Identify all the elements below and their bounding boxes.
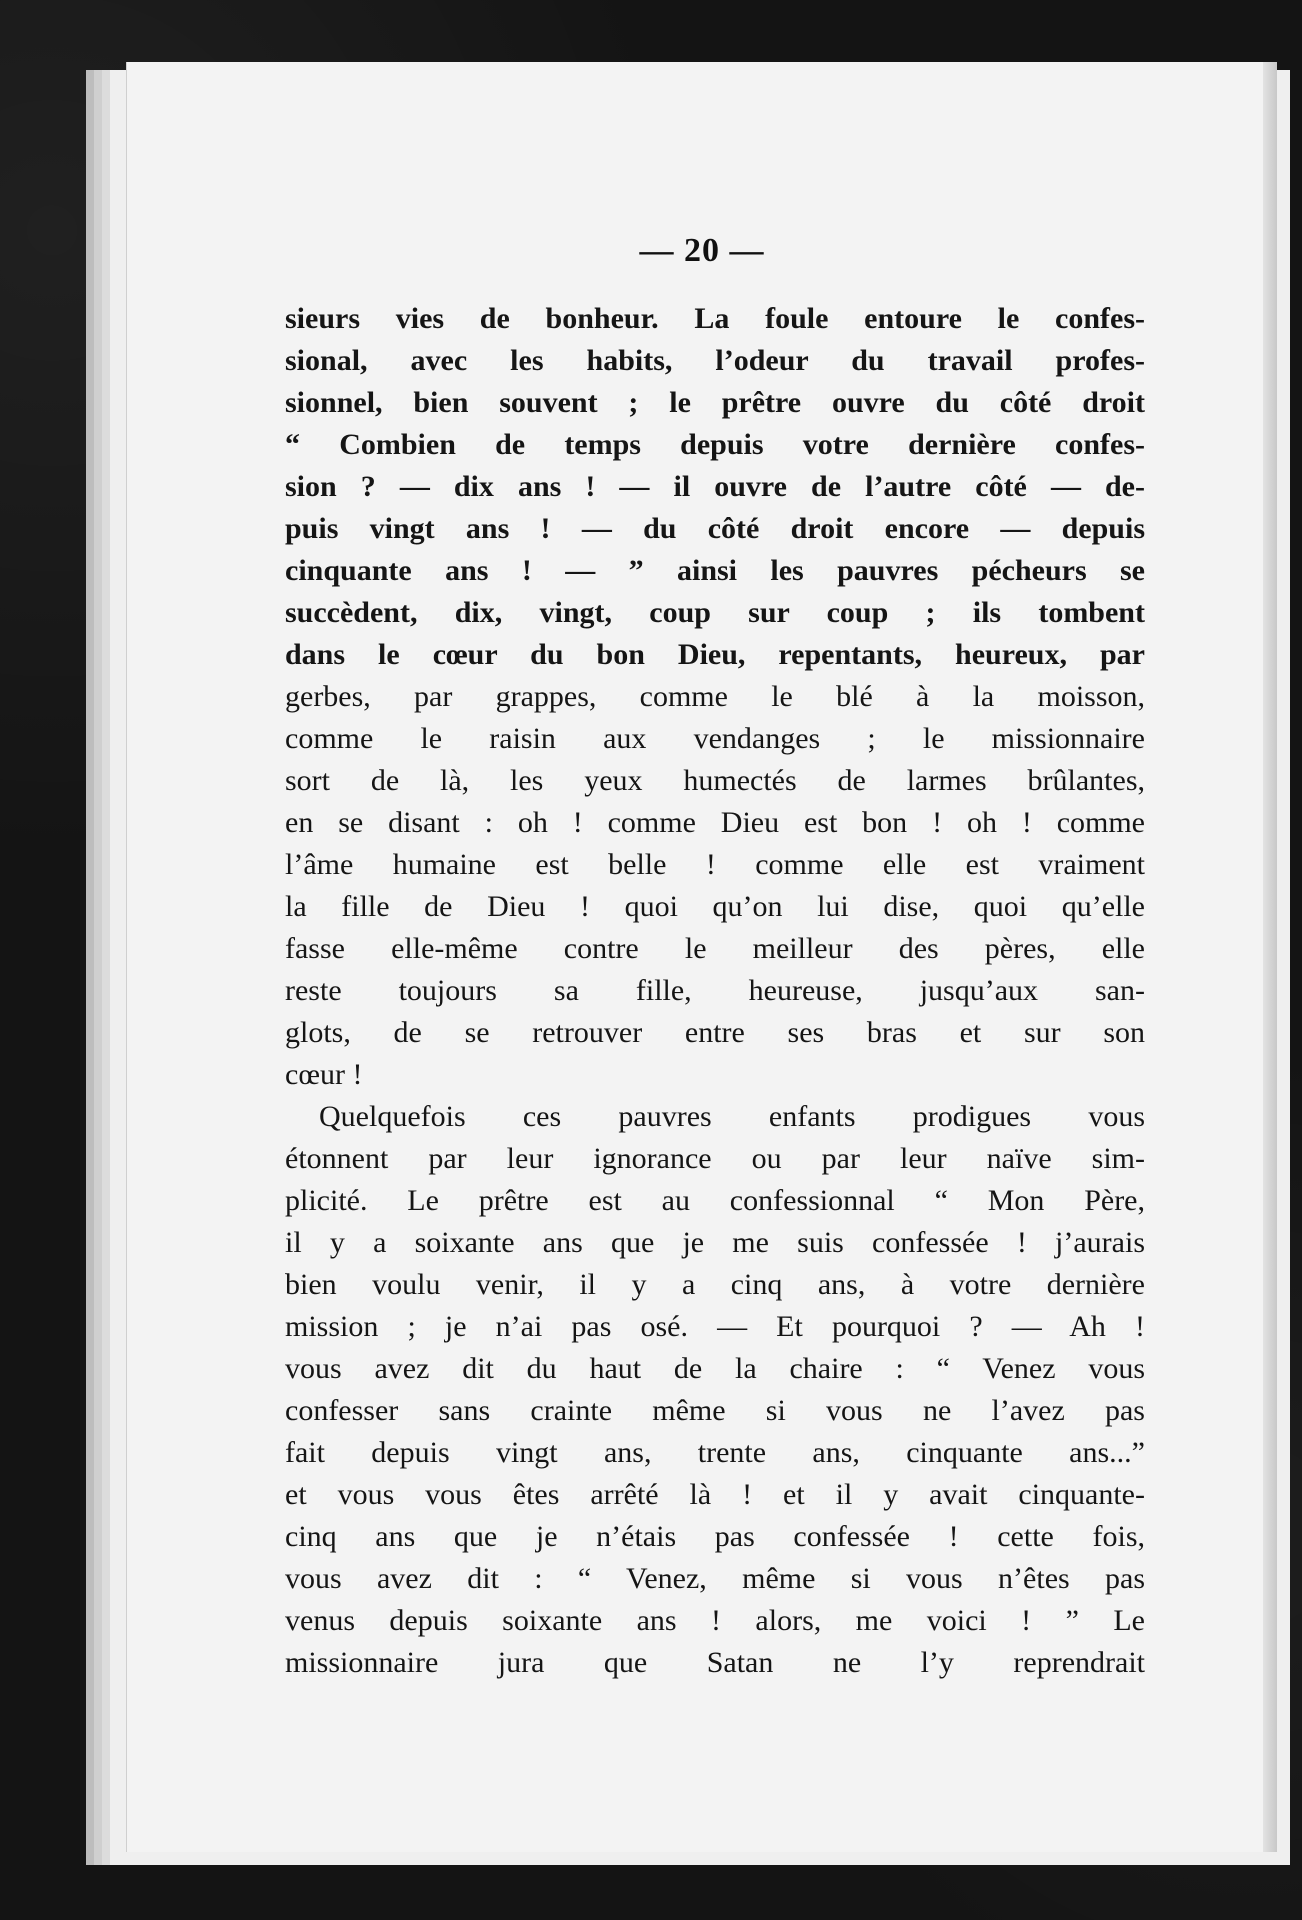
text-line: sion ? — dix ans ! — il ouvre de l’autre côté — de- xyxy=(285,470,1145,503)
text-line: puis vingt ans ! — du côté droit encore — depuis xyxy=(285,512,1145,545)
text-line: cinq ans que je n’étais pas confessée ! cette fois, xyxy=(285,1520,1145,1553)
text-line: bien voulu venir, il y a cinq ans, à votre dernière xyxy=(285,1268,1145,1301)
text-line: il y a soixante ans que je me suis confessée ! j’aurais xyxy=(285,1226,1145,1259)
text-line: vous avez dit du haut de la chaire : “ Venez vous xyxy=(285,1352,1145,1385)
text-line: sieurs vies de bonheur. La foule entoure le confes- xyxy=(285,302,1145,335)
text-line: comme le raisin aux vendanges ; le missionnaire xyxy=(285,722,1145,755)
text-line: cinquante ans ! — ” ainsi les pauvres pécheurs se xyxy=(285,554,1145,587)
page-text xyxy=(285,298,1145,1684)
text-line: confesser sans crainte même si vous ne l’avez pas xyxy=(285,1394,1145,1427)
page-right-edge xyxy=(1263,62,1277,1852)
text-line: l’âme humaine est belle ! comme elle est vraiment xyxy=(285,848,1145,881)
text-line: en se disant : oh ! comme Dieu est bon ! oh ! comme xyxy=(285,806,1145,839)
text-line: glots, de se retrouver entre ses bras et sur son xyxy=(285,1016,1145,1049)
text-line: sional, avec les habits, l’odeur du travail profes- xyxy=(285,344,1145,377)
text-line: succèdent, dix, vingt, coup sur coup ; ils tombent xyxy=(285,596,1145,629)
text-line: vous avez dit : “ Venez, même si vous n’êtes pas xyxy=(285,1562,1145,1595)
text-line: gerbes, par grappes, comme le blé à la moisson, xyxy=(285,680,1145,713)
text-line: fait depuis vingt ans, trente ans, cinquante ans...” xyxy=(285,1436,1145,1469)
page-number: — 20 — xyxy=(639,232,765,269)
text-line: dans le cœur du bon Dieu, repentants, heureux, par xyxy=(285,638,1145,671)
text-line: sionnel, bien souvent ; le prêtre ouvre du côté droit xyxy=(285,386,1145,419)
text-line: “ Combien de temps depuis votre dernière confes- xyxy=(285,428,1145,461)
text-line: plicité. Le prêtre est au confessionnal “ Mon Père, xyxy=(285,1184,1145,1217)
text-line: la fille de Dieu ! quoi qu’on lui dise, quoi qu’elle xyxy=(285,890,1145,923)
text-line: sort de là, les yeux humectés de larmes brûlantes, xyxy=(285,764,1145,797)
text-line: venus depuis soixante ans ! alors, me voici ! ” Le xyxy=(285,1604,1145,1637)
text-line: fasse elle-même contre le meilleur des pères, elle xyxy=(285,932,1145,965)
text-line: cœur ! xyxy=(285,1058,363,1091)
text-line: et vous vous êtes arrêté là ! et il y avait cinquante- xyxy=(285,1478,1145,1511)
book-page xyxy=(126,62,1277,1852)
text-line: missionnaire jura que Satan ne l’y reprendrait xyxy=(285,1646,1145,1679)
text-line: mission ; je n’ai pas osé. — Et pourquoi ? — Ah ! xyxy=(285,1310,1145,1343)
text-line: étonnent par leur ignorance ou par leur naïve sim- xyxy=(285,1142,1145,1175)
text-line: reste toujours sa fille, heureuse, jusqu’aux san- xyxy=(285,974,1145,1007)
text-line: Quelquefois ces pauvres enfants prodigues vous xyxy=(319,1100,1145,1133)
